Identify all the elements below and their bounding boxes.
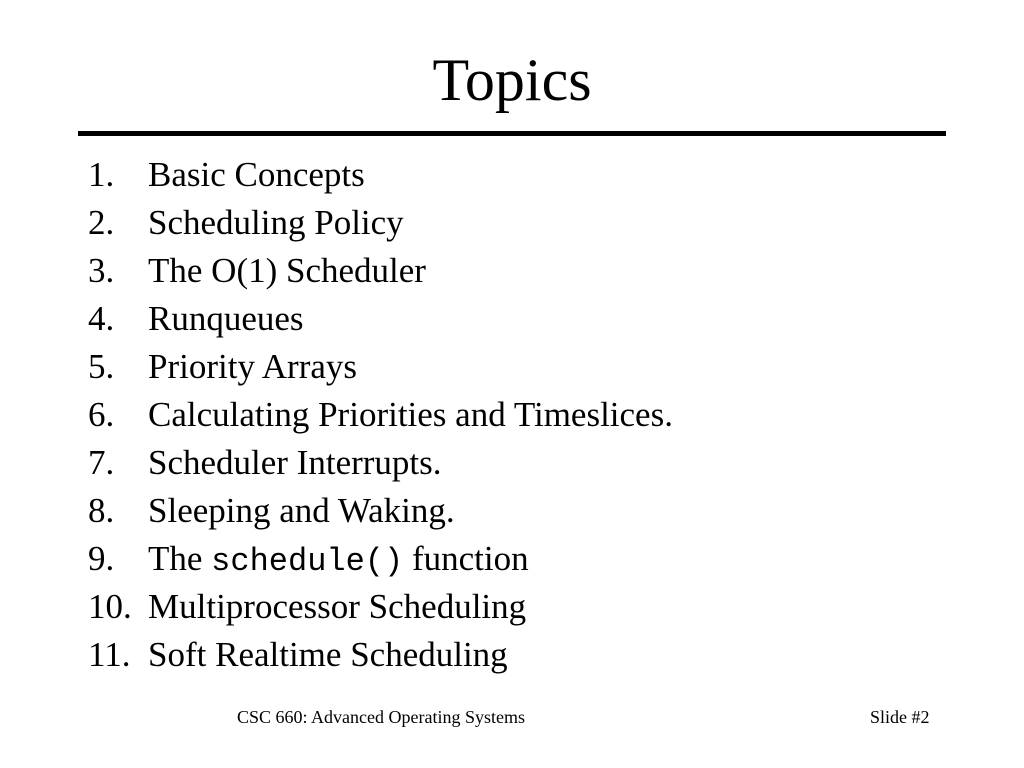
topic-number: 4. xyxy=(88,299,115,338)
slide-title: Topics xyxy=(432,47,592,113)
topic-item xyxy=(88,153,673,201)
topic-text: Soft Realtime Scheduling xyxy=(148,635,508,674)
topic-item xyxy=(88,489,673,537)
topics-list xyxy=(88,153,673,681)
topic-text-before: The xyxy=(148,539,203,578)
topic-text xyxy=(148,537,529,584)
topic-text: Scheduling Policy xyxy=(148,203,404,242)
topic-number: 10. xyxy=(88,587,132,626)
code-function-name: schedule() xyxy=(211,543,404,580)
topic-text-after: function xyxy=(411,539,529,578)
topic-item xyxy=(88,633,673,681)
topic-item xyxy=(88,585,673,633)
topic-text: Runqueues xyxy=(148,299,304,338)
topic-number: 11. xyxy=(88,635,131,674)
topic-item xyxy=(88,441,673,489)
topic-text: The O(1) Scheduler xyxy=(148,251,426,290)
topic-number: 5. xyxy=(88,347,115,386)
footer-course-name: CSC 660: Advanced Operating Systems xyxy=(237,707,525,727)
topic-text: Sleeping and Waking. xyxy=(148,491,455,530)
title-divider xyxy=(78,131,946,136)
topic-text: Calculating Priorities and Timeslices. xyxy=(148,395,673,434)
topic-text: Scheduler Interrupts. xyxy=(148,443,442,482)
topic-number: 1. xyxy=(88,155,115,194)
topic-item xyxy=(88,393,673,441)
topic-number: 9. xyxy=(88,539,115,578)
topic-number: 2. xyxy=(88,203,115,242)
topic-number: 3. xyxy=(88,251,115,290)
topic-text: Multiprocessor Scheduling xyxy=(148,587,527,626)
topic-text: Basic Concepts xyxy=(148,155,365,194)
topic-item xyxy=(88,345,673,393)
topic-item xyxy=(88,249,673,297)
topic-number: 7. xyxy=(88,443,115,482)
topic-item xyxy=(88,537,673,585)
topic-number: 8. xyxy=(88,491,115,530)
topic-number: 6. xyxy=(88,395,115,434)
topic-text: Priority Arrays xyxy=(148,347,358,386)
topic-item xyxy=(88,201,673,249)
topic-item xyxy=(88,297,673,345)
footer-slide-number: Slide #2 xyxy=(870,707,930,727)
